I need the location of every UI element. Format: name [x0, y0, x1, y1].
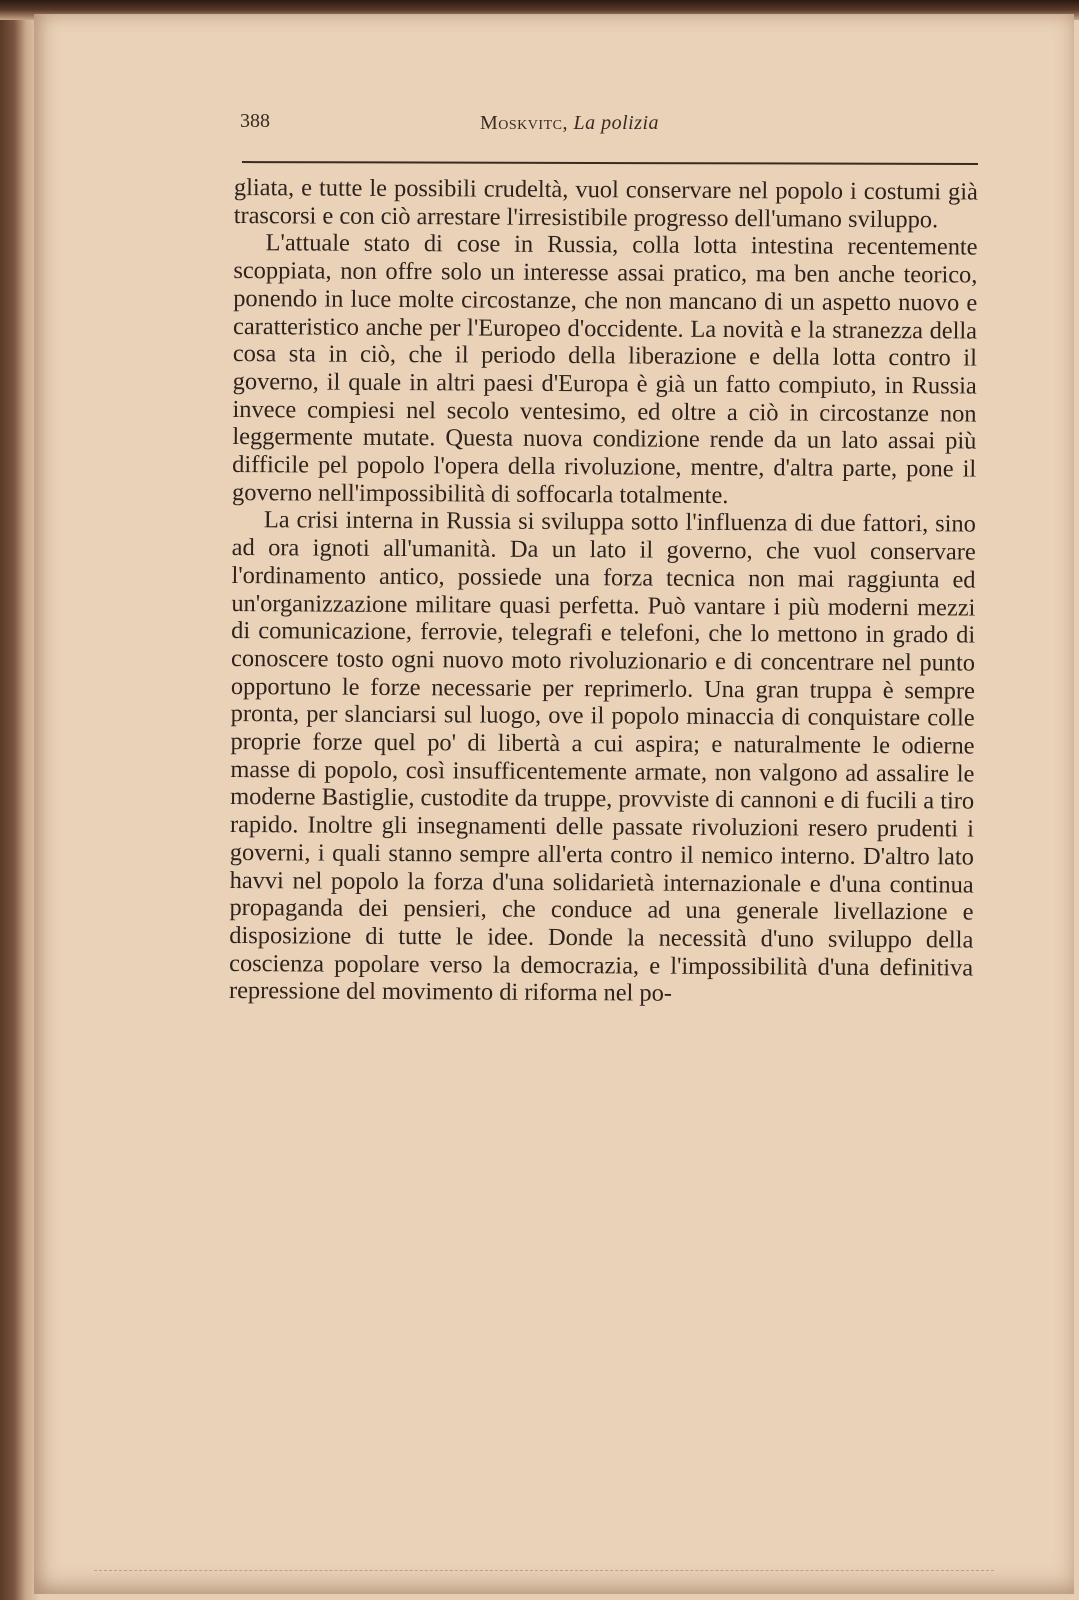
- running-head: [34, 110, 1074, 144]
- book-page: [34, 14, 1074, 1594]
- body-text: [229, 174, 978, 1010]
- paragraph-continuation: gliata, e tutte le possibili crudeltà, vuol conservare nel popolo i costumi già trascorsi e con ciò arrestare l'irresistibile progresso dell'umano sviluppo.: [233, 174, 978, 234]
- page-number: 388: [240, 110, 270, 132]
- running-title: [480, 112, 659, 135]
- running-title-work: La polizia: [573, 112, 660, 134]
- header-rule: [242, 161, 978, 165]
- paragraph: L'attuale stato di cose in Russia, colla lotta intestina recentemente scoppiata, non offre solo un interesse assai pratico, ma ben anche teorico, ponendo in luce molte circostanze, che non mancano di un aspetto nuovo e caratteristico anche per l'Europeo d'occidente. La novità e la stranezza della cosa sta in ciò, che il periodo della liberazione e della lotta contro il governo, il quale in altri paesi d'Europa è già un fatto compiuto, in Russia invece compiesi nel secolo ventesimo, ed oltre a ciò in circostanze non leggermente mutate. Questa nuova condizione rende da un lato assai più difficile pel popolo l'opera della rivoluzione, mentre, d'altra parte, pone il governo nell'impossibilità di soffocarla totalmente.: [231, 229, 978, 509]
- paragraph: La crisi interna in Russia si sviluppa sotto l'influenza di due fattori, sino ad ora ignoti all'umanità. Da un lato il governo, che vuol conservare l'ordinamento antico, possiede una forza tecnica non mai raggiunta ed un'organizzazione militare quasi perfetta. Può vantare i più moderni mezzi di comunicazione, ferrovie, telegrafi e telefoni, che lo mettono in grado di conoscere tosto ogni nuovo moto rivoluzionario e di concentrare nel punto opportuno le forze necessarie per reprimerlo. Una gran truppa è sempre pronta, per slanciarsi sul luogo, ove il popolo minaccia di conquistare colle proprie forze quel po' di libertà a cui aspira; e naturalmente le odierne masse di popolo, così insufficentemente armate, non valgono ad assalire le moderne Bastiglie, custodite da truppe, provviste di cannoni e di fucili a tiro rapido. Inoltre gli insegnamenti delle passate rivoluzioni resero prudenti i governi, i quali stanno sempre all'erta contro il nemico interno. D'altro lato havvi nel popolo la forza d'una solidarietà internazionale e d'una continua propaganda dei pensieri, che conduce ad una generale livellazione e disposizione di tutte le idee. Donde la necessità d'uno sviluppo della coscienza popolare verso la democrazia, e l'impossibilità d'una definitiva repressione del movimento di riforma nel po-: [228, 506, 976, 1008]
- running-title-author: Moskvitc,: [480, 112, 568, 134]
- page-bottom-smudge: [94, 1570, 994, 1577]
